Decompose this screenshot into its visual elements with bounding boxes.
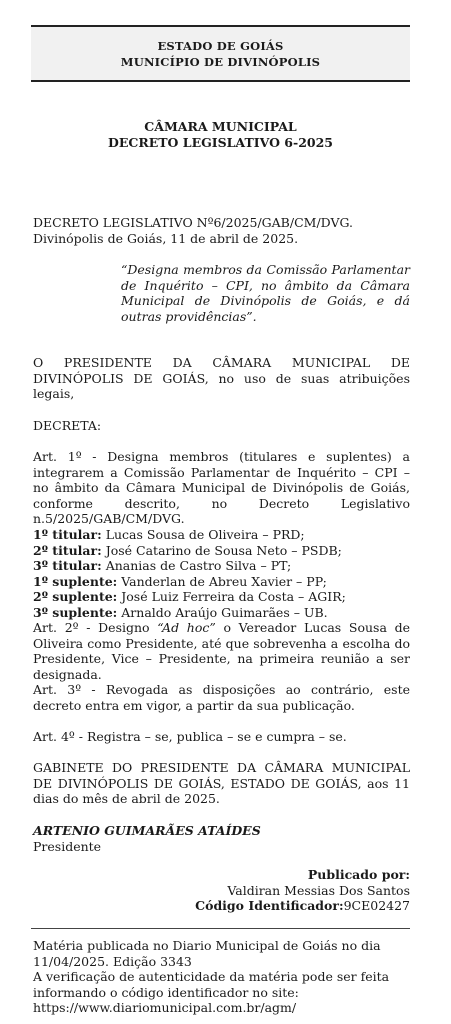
member-list — [33, 527, 410, 620]
article-1: Art. 1º - Designa membros (titulares e suplentes) a integrarem a Comissão Parlamentar de Inquérito – CPI – no âmbito da Câmara Municipal de Divinópolis de Goiás, conforme descrito, no Decreto Legislativo n.5/2025/GAB/CM/DVG. — [33, 449, 410, 526]
document-heading — [31, 119, 410, 151]
closing-statement: GABINETE DO PRESIDENTE DA CÂMARA MUNICIPAL DE DIVINÓPOLIS DE GOIÁS, ESTADO DE GOIÁS, aos 11 dias do mês de abril de 2025. — [33, 760, 410, 806]
verification-url: https://www.diariomunicipal.com.br/agm/ — [33, 1000, 297, 1015]
footer-divider — [31, 928, 410, 929]
article-2-ad-hoc: “Ad hoc” — [157, 620, 216, 635]
list-item — [33, 574, 410, 590]
decree-number: DECRETO LEGISLATIVO Nº6/2025/GAB/CM/DVG. — [33, 215, 353, 230]
signer-name: ARTENIO GUIMARÃES ATAÍDES — [33, 823, 261, 838]
decree-reference — [33, 215, 410, 246]
identifier-label: Código Identificador: — [195, 898, 344, 913]
member-name: Ananias de Castro Silva – PT; — [101, 558, 292, 573]
state-name: ESTADO DE GOIÁS — [157, 38, 284, 53]
signer-role: Presidente — [33, 838, 102, 854]
publisher-name: Valdiran Messias Dos Santos — [227, 882, 410, 898]
member-role: 1º titular: — [33, 527, 102, 542]
decree-title: DECRETO LEGISLATIVO 6-2025 — [108, 135, 333, 150]
decreta-heading: DECRETA: — [33, 418, 102, 433]
list-item — [33, 543, 410, 559]
member-role: 1º suplente: — [33, 573, 118, 589]
article-4: Art. 4º - Registra – se, publica – se e cumpra – se. — [33, 729, 347, 744]
published-by-label: Publicado por: — [307, 867, 410, 882]
publication-info: Matéria publicada no Diario Municipal de Goiás no dia 11/04/2025. Edição 3343 — [33, 938, 381, 969]
decree-date: Divinópolis de Goiás, 11 de abril de 2025. — [33, 230, 299, 246]
municipality-name: MUNICÍPIO DE DIVINÓPOLIS — [120, 54, 321, 69]
chamber-title: CÂMARA MUNICIPAL — [144, 119, 297, 134]
member-role: 2º titular: — [33, 542, 102, 558]
list-item — [33, 605, 410, 621]
list-item — [33, 558, 410, 574]
header-box — [31, 25, 410, 82]
footer-note — [33, 938, 410, 1016]
member-name: José Catarino de Sousa Neto – PSDB; — [101, 542, 342, 558]
article-2-rest: o Vereador Lucas Sousa de Oliveira como Presidente, até que sobrevenha a escolha do Presidente, Vice – Presidente, na primeira reunião a ser designada. — [33, 620, 411, 682]
publication-block — [33, 867, 410, 914]
member-role: 2º suplente: — [33, 589, 118, 604]
list-item — [33, 527, 410, 543]
list-item — [33, 589, 410, 605]
member-role: 3º titular: — [33, 558, 102, 573]
decree-ementa: “Designa membros da Comissão Parlamentar de Inquérito – CPI, no âmbito da Câmara Municipal de Divinópolis de Goiás, e dá outras providências”. — [121, 262, 410, 324]
identifier-code-line — [33, 898, 410, 914]
member-name: Vanderlan de Abreu Xavier – PP; — [117, 573, 327, 589]
member-role: 3º suplente: — [33, 604, 118, 620]
identifier-code: 9CE02427 — [343, 898, 410, 913]
preamble: O PRESIDENTE DA CÂMARA MUNICIPAL DE DIVINÓPOLIS DE GOIÁS, no uso de suas atribuições legais, — [33, 355, 410, 401]
article-2-start: Art. 2º - Designo — [33, 620, 158, 635]
signature-block — [33, 823, 410, 854]
member-name: Arnaldo Araújo Guimarães – UB. — [117, 604, 328, 620]
verification-info: A verificação de autenticidade da matéria pode ser feita informando o código identificador no site: — [33, 969, 390, 1000]
article-2 — [33, 620, 410, 682]
member-name: José Luiz Ferreira da Costa – AGIR; — [117, 589, 346, 604]
article-3: Art. 3º - Revogada as disposições ao contrário, este decreto entra em vigor, a partir da sua publicação. — [33, 682, 410, 713]
member-name: Lucas Sousa de Oliveira – PRD; — [101, 527, 305, 542]
